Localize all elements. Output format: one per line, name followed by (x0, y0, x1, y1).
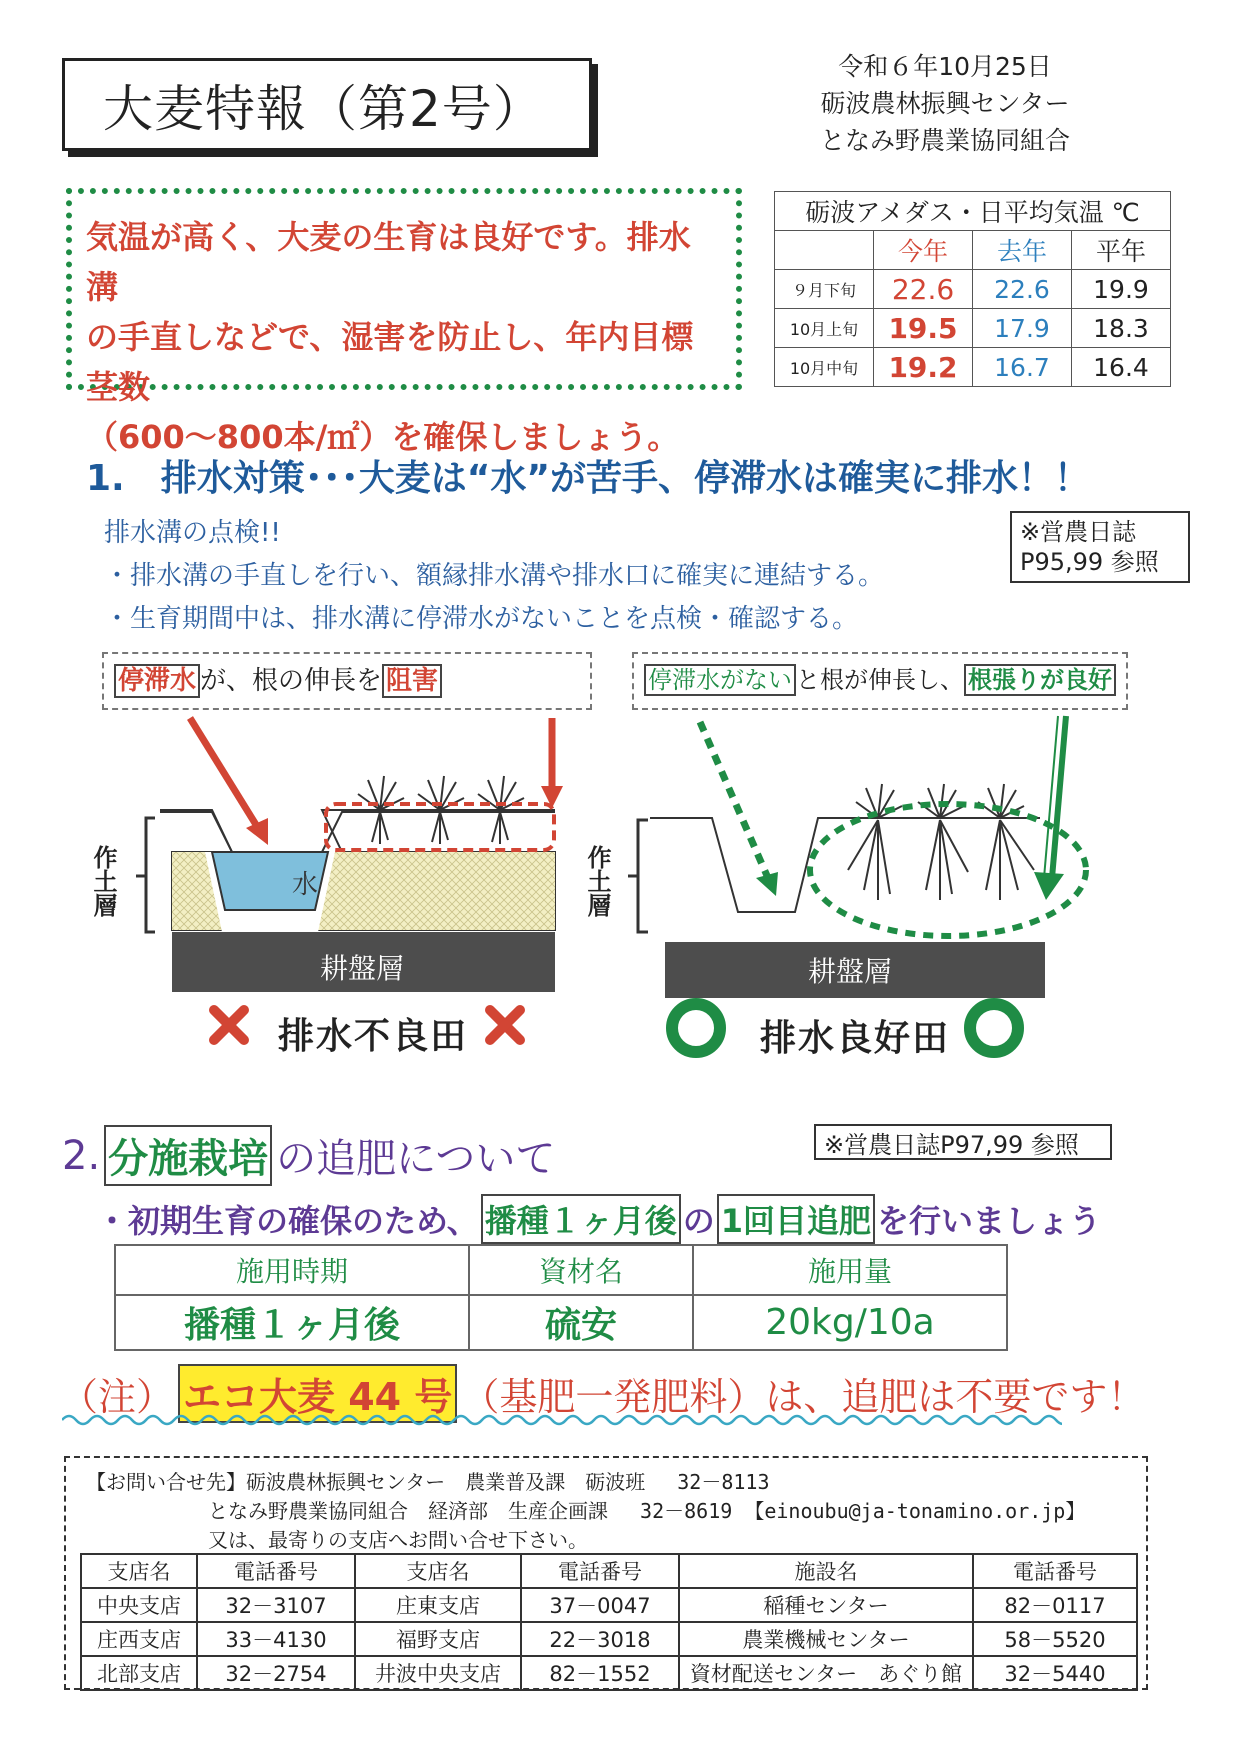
branch-cell: 資材配送センター あぐり館 (679, 1656, 973, 1690)
water-label: 水 (292, 870, 319, 900)
caption-text: と根が伸長し、 (796, 666, 964, 694)
cell-this-year: 22.6 (874, 270, 973, 309)
title-box (62, 58, 592, 151)
fert-header-timing: 施用時期 (115, 1245, 469, 1295)
instruction-text: を行いましょう (877, 1202, 1102, 1240)
summary-line-3: （600～800本/㎡）を確保しましょう。 (86, 418, 680, 456)
fert-header-amount: 施用量 (693, 1245, 1007, 1295)
row-period: 10月中旬 (775, 348, 874, 387)
branch-cell: 22－3018 (521, 1622, 679, 1656)
section2-number: 2. (62, 1132, 101, 1179)
branch-cell: 中央支店 (81, 1588, 197, 1622)
caption-text: が、根の伸長を (200, 666, 383, 696)
instruction-text: の (682, 1202, 715, 1240)
fert-header-material: 資材名 (469, 1245, 693, 1295)
col-normal: 平年 (1072, 231, 1171, 270)
branch-cell: 32－3107 (197, 1588, 355, 1622)
cell-normal: 18.3 (1072, 309, 1171, 348)
contact-line-1: 【お問い合せ先】砺波農林振興センター 農業普及課 砺波班 32－8113 (86, 1470, 770, 1494)
fert-cell-timing: 播種１ヶ月後 (115, 1295, 469, 1350)
section2-instruction (96, 1194, 1101, 1244)
page-title: 大麦特報（第2号） (103, 79, 544, 138)
branch-header: 支店名 (81, 1554, 197, 1588)
branch-cell: 庄東支店 (355, 1588, 521, 1622)
issuer-org1: 砺波農林振興センター (820, 89, 1070, 118)
hardpan-label-right: 耕盤層 (808, 955, 893, 988)
branch-cell: 33－4130 (197, 1622, 355, 1656)
branch-cell: 農業機械センター (679, 1622, 973, 1656)
branch-cell: 82－1552 (521, 1656, 679, 1690)
branch-cell: 82－0117 (973, 1588, 1137, 1622)
issuer-org2: となみ野農業協同組合 (820, 126, 1071, 155)
caption-tag-good-roots: 根張りが良好 (964, 664, 1116, 696)
cross-icon (490, 1010, 520, 1040)
arrow-green (1034, 872, 1064, 900)
section2-heading (62, 1125, 555, 1186)
cell-normal: 16.4 (1072, 348, 1171, 387)
branch-header: 電話番号 (973, 1554, 1137, 1588)
instruction-boxed-first-topdress: 1回目追肥 (717, 1194, 875, 1244)
section1-bullet-1: ・排水溝の手直しを行い、額縁排水溝や排水口に確実に連結する。 (104, 561, 885, 591)
cell-this-year: 19.2 (874, 348, 973, 387)
reference-line: ※営農日誌 (1020, 518, 1137, 546)
branch-cell: 58－5520 (973, 1622, 1137, 1656)
branch-cell: 北部支店 (81, 1656, 197, 1690)
temperature-table-caption: 砺波アメダス・日平均気温 ℃ (775, 192, 1171, 231)
fert-cell-amount: 20kg/10a (693, 1295, 1007, 1350)
caption-tag-inhibit: 阻害 (382, 664, 442, 698)
hardpan-label-left: 耕盤層 (320, 952, 405, 985)
contact-line-3: 又は、最寄りの支店へお問い合せ下さい。 (208, 1528, 588, 1552)
circle-ok-icon (672, 1004, 720, 1052)
drainage-diagrams (0, 700, 1241, 1100)
section1-reference (1010, 511, 1190, 583)
bad-field-label: 排水不良田 (278, 1016, 469, 1057)
branch-cell: 稲種センター (679, 1588, 973, 1622)
issue-date: 令和６年10月25日 (838, 52, 1052, 81)
branch-cell: 32－2754 (197, 1656, 355, 1690)
fert-cell-material: 硫安 (469, 1295, 693, 1350)
branch-cell: 福野支店 (355, 1622, 521, 1656)
col-this-year: 今年 (874, 231, 973, 270)
arrow-green (700, 722, 768, 878)
section1-subtitle: 排水溝の点検!! (104, 518, 281, 548)
branch-cell: 井波中央支店 (355, 1656, 521, 1690)
temperature-table (774, 191, 1171, 387)
caption-tag-stagnant-water: 停滞水 (114, 664, 200, 698)
cell-normal: 19.9 (1072, 270, 1171, 309)
section1-heading: 1. 排水対策･･･大麦は“水”が苦手、停滞水は確実に排水！！ (86, 458, 1091, 499)
row-period: 10月上旬 (775, 309, 874, 348)
good-field-label: 排水良好田 (760, 1018, 951, 1059)
contact-info (86, 1468, 1085, 1555)
note-text: （基肥一発肥料）は、追肥は不要です！ (461, 1375, 1146, 1419)
cell-last-year: 17.9 (973, 309, 1072, 348)
note-highlight: エコ大麦 44 号 (178, 1364, 457, 1423)
row-period: ９月下旬 (775, 270, 874, 309)
wave-divider (62, 1410, 1062, 1430)
circle-ok-icon (970, 1004, 1018, 1052)
branch-cell: 32－5440 (973, 1656, 1137, 1690)
branch-cell: 庄西支店 (81, 1622, 197, 1656)
section1-bullet-2: ・生育期間中は、排水溝に停滞水がないことを点検・確認する。 (104, 604, 859, 634)
section2-title: の追肥について (276, 1136, 556, 1182)
caption-tag-no-water: 停滞水がない (644, 664, 796, 696)
col-last-year: 去年 (973, 231, 1072, 270)
cell-this-year: 19.5 (874, 309, 973, 348)
contact-line-2: となみ野農業協同組合 経済部 生産企画課 32－8619 【einoubu@ja-tonamino.or.jp】 (208, 1499, 1086, 1523)
summary-box (66, 188, 742, 456)
note-prefix: （注） (60, 1375, 175, 1419)
section2-reference: ※営農日誌P97,99 参照 (814, 1124, 1112, 1160)
branch-header: 施設名 (679, 1554, 973, 1588)
branch-header: 支店名 (355, 1554, 521, 1588)
branch-table (80, 1553, 1138, 1691)
instruction-boxed-timing: 播種１ヶ月後 (481, 1194, 681, 1244)
issuer-block (820, 48, 1070, 159)
cell-last-year: 22.6 (973, 270, 1072, 309)
section2-boxed-term: 分施栽培 (104, 1125, 272, 1186)
fertilizer-table (114, 1244, 1008, 1351)
cross-icon (214, 1010, 244, 1040)
branch-header: 電話番号 (197, 1554, 355, 1588)
cell-last-year: 16.7 (973, 348, 1072, 387)
branch-cell: 37－0047 (521, 1588, 679, 1622)
section1-body (104, 512, 884, 641)
topsoil-label-left: 作土層 (89, 845, 117, 917)
topsoil-label-right: 作土層 (583, 845, 611, 917)
reference-line: P95,99 参照 (1020, 548, 1159, 576)
summary-line-2: の手直しなどで、湿害を防止し、年内目標茎数 (86, 318, 694, 406)
summary-line-1: 気温が高く、大麦の生育は良好です。排水溝 (86, 218, 691, 306)
instruction-text: ・初期生育の確保のため、 (96, 1202, 479, 1240)
branch-header: 電話番号 (521, 1554, 679, 1588)
